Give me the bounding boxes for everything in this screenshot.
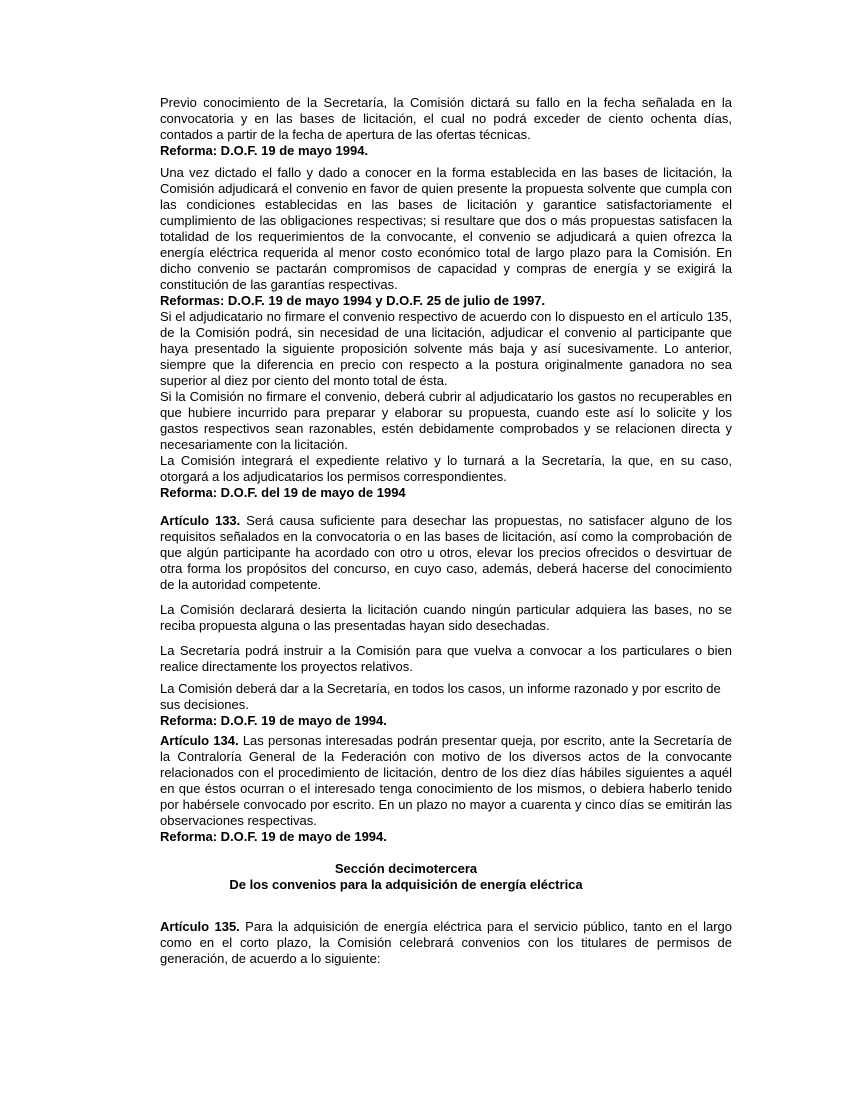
paragraph-instruir-comision: La Secretaría podrá instruir a la Comisión para que vuelva a convocar a los particulares o bien realice directamente los proyectos relativos. — [160, 643, 732, 674]
reforma-note-1: Reforma: D.O.F. 19 de mayo 1994. — [160, 143, 369, 158]
paragraph-adjudicacion: Una vez dictado el fallo y dado a conocer en la forma establecida en las bases de licitación, la Comisión adjudicará el convenio en favor de quien presente la propuesta solvente que cumpla con las condiciones establecidas en las bases de licitación y garantice satisfactoriamente el cumplimiento de las obligaciones respectivas; si resultare que dos o más propuestas satisfacen la totalidad de los requerimientos de la convocante, el convenio se adjudicará a quien ofrezca la energía eléctrica requerida al menor costo económico total de largo plazo para la Comisión. En dicho convenio se pactarán compromisos de capacidad y compras de energía y se exigirá la constitución de las garantías respectivas. — [160, 165, 732, 292]
paragraph-licitacion-desierta: La Comisión declarará desierta la licitación cuando ningún particular adquiera las bases, no se reciba propuesta alguna o las presentadas hayan sido desechadas. — [160, 602, 732, 633]
articulo-134-label: Artículo 134. — [160, 733, 239, 748]
reforma-note-5: Reforma: D.O.F. 19 de mayo de 1994. — [160, 829, 387, 844]
paragraph-articulo-134 — [160, 733, 732, 829]
articulo-135-label: Artículo 135. — [160, 919, 240, 934]
paragraph-no-firma-comision: Si la Comisión no firmare el convenio, deberá cubrir al adjudicatario los gastos no recuperables en que hubiere incurrido para preparar y elaborar su propuesta, cuando este así lo solicite y los gastos respectivos sean razonables, estén debidamente comprobados y se relacionen directa y necesariamente con la licitación. — [160, 389, 732, 452]
section-heading — [80, 861, 732, 893]
articulo-134-text: Las personas interesadas podrán presentar queja, por escrito, ante la Secretaría de la Contraloría General de la Federación con motivo de los diversos actos de la convocante relacionados con el procedimiento de licitación, dentro de los diez días hábiles siguientes a aquél en que éstos ocurran o el interesado tenga conocimiento de los mismos, o debiera haberlo tenido por habérsele convocado por escrito. En un plazo no mayor a cuarenta y cinco días se emitirán las observaciones respectivas. — [160, 733, 732, 828]
document-text-block — [160, 95, 732, 967]
section-heading-line2: De los convenios para la adquisición de energía eléctrica — [229, 877, 583, 892]
articulo-135-text: Para la adquisición de energía eléctrica para el servicio público, tanto en el largo como en el corto plazo, la Comisión celebrará convenios con los titulares de permisos de generación, de acuerdo a lo siguiente: — [160, 919, 732, 966]
paragraph-expediente: La Comisión integrará el expediente relativo y lo turnará a la Secretaría, la que, en su caso, otorgará a los adjudicatarios los permisos correspondientes. — [160, 453, 732, 484]
paragraph-informe-secretaria: La Comisión deberá dar a la Secretaría, en todos los casos, un informe razonado y por escrito de sus decisiones. — [160, 681, 721, 712]
articulo-133-text: Será causa suficiente para desechar las propuestas, no satisfacer alguno de los requisitos señalados en la convocatoria o en las bases de licitación, así como la comprobación de que algún participante ha acordado con otro u otros, elevar los precios ofrecidos o desvirtuar de otra forma los propósitos del concurso, en cuyo caso, además, deberá hacerse del conocimiento de la autoridad competente. — [160, 513, 732, 592]
paragraph-fallo: Previo conocimiento de la Secretaría, la Comisión dictará su fallo en la fecha señalada en la convocatoria y en las bases de licitación, el cual no podrá exceder de ciento ochenta días, contados a partir de la fecha de apertura de las ofertas técnicas. — [160, 95, 732, 142]
reforma-note-3: Reforma: D.O.F. del 19 de mayo de 1994 — [160, 485, 406, 500]
paragraph-articulo-135 — [160, 919, 732, 967]
reforma-note-4: Reforma: D.O.F. 19 de mayo de 1994. — [160, 713, 387, 728]
paragraph-articulo-133 — [160, 513, 732, 593]
articulo-133-label: Artículo 133. — [160, 513, 241, 528]
paragraph-no-firma-adjudicatario: Si el adjudicatario no firmare el convenio respectivo de acuerdo con lo dispuesto en el artículo 135, de la Comisión podrá, sin necesidad de una licitación, adjudicar el convenio al participante que haya presentado la siguiente proposición solvente más baja y así sucesivamente. Lo anterior, siempre que la diferencia en precio con respecto a la postura originalmente ganadora no sea superior al diez por ciento del monto total de ésta. — [160, 309, 732, 388]
section-heading-line1: Sección decimotercera — [334, 861, 478, 876]
reformas-note-2: Reformas: D.O.F. 19 de mayo 1994 y D.O.F. 25 de julio de 1997. — [160, 293, 546, 308]
